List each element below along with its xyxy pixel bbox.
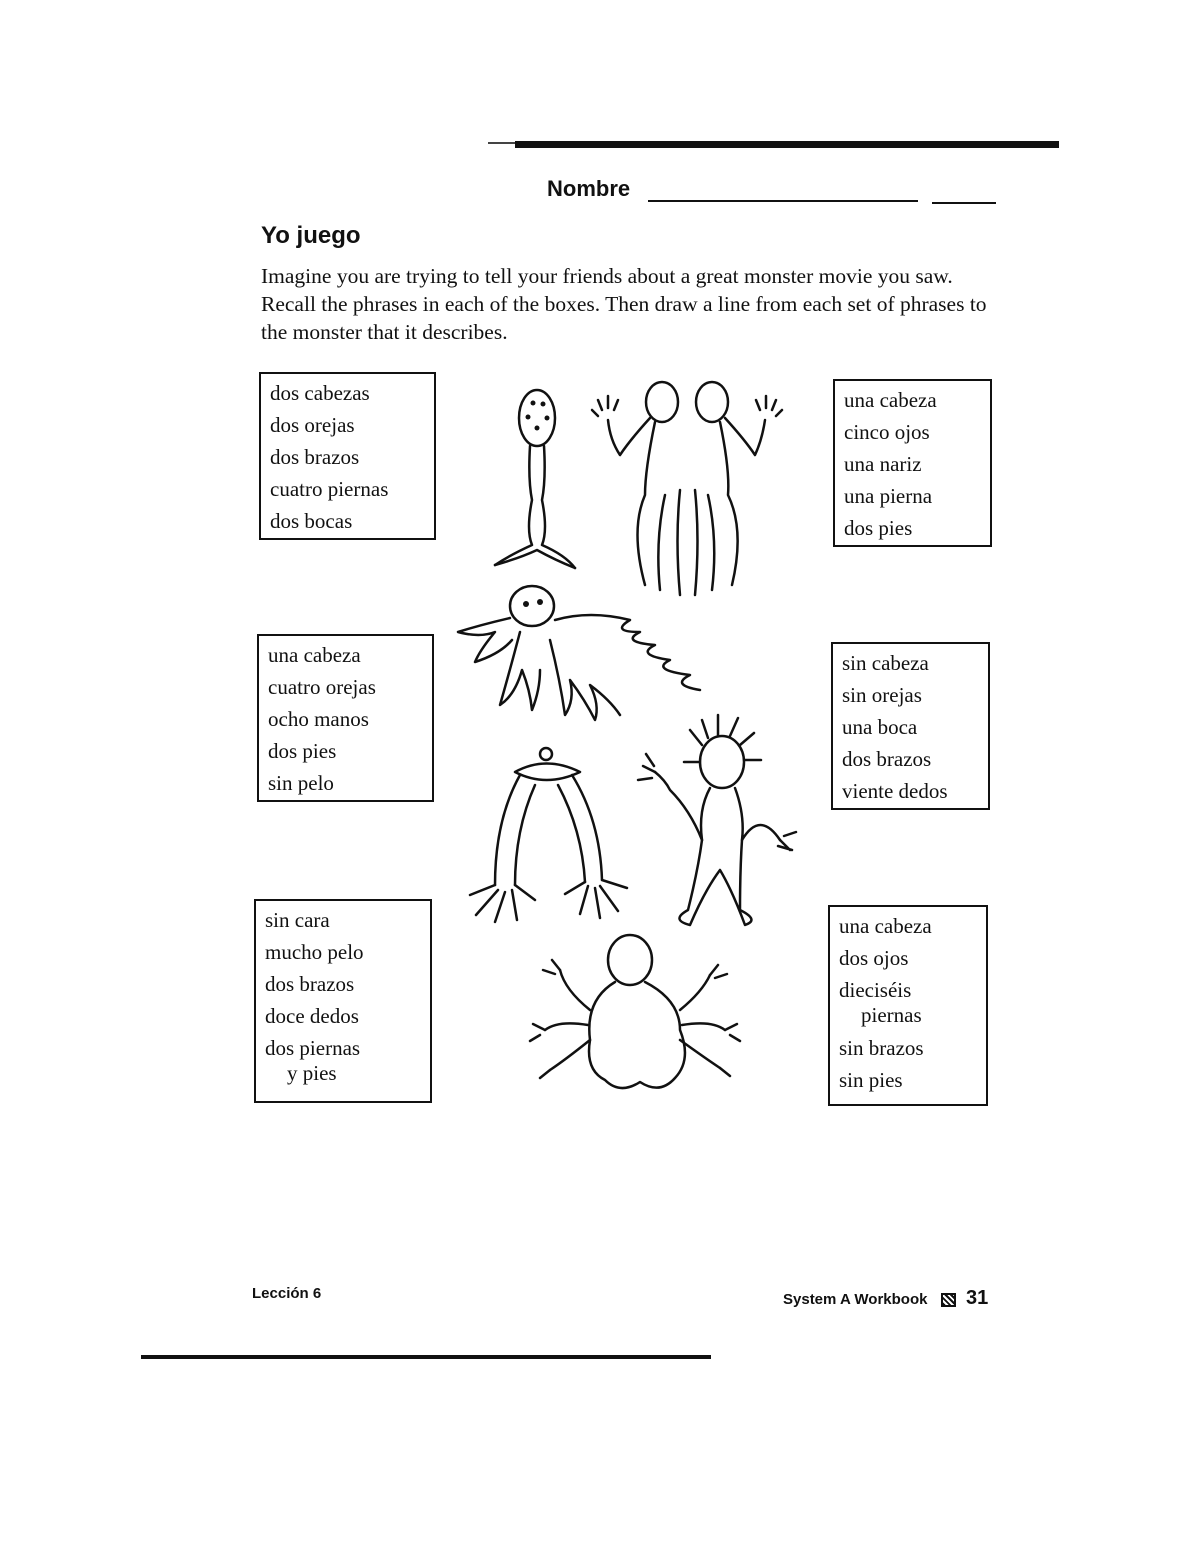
phrase: sin brazos [839, 1036, 924, 1060]
two-headed-monster-icon [592, 382, 782, 595]
phrase: una cabeza [844, 388, 937, 412]
phrase: una nariz [844, 452, 922, 476]
monster-illustrations [440, 370, 830, 1110]
phrase-continued: piernas [861, 1003, 922, 1027]
activity-instructions: Imagine you are trying to tell your friends about a great monster movie you saw. Recall the phrases in each of the boxes. Then draw a line from each set of phrases to the monster that it describes. [261, 264, 987, 344]
phrase: cuatro orejas [268, 675, 376, 699]
workbook-icon [941, 1293, 956, 1307]
phrase-box-right-bottom [828, 905, 988, 1106]
phrase: cinco ojos [844, 420, 930, 444]
phrase: dos ojos [839, 946, 909, 970]
name-field-line-2[interactable] [932, 202, 996, 204]
top-rule [515, 141, 1059, 148]
phrase: sin pies [839, 1068, 903, 1092]
phrase: dos pies [844, 516, 913, 540]
phrase: dos cabezas [270, 381, 370, 405]
activity-title: Yo juego [261, 222, 361, 249]
phrase: ocho manos [268, 707, 369, 731]
phrase: sin pelo [268, 771, 334, 795]
phrase: una cabeza [839, 914, 932, 938]
hairy-monster-icon [638, 715, 796, 925]
phrase: dieciséis [839, 978, 912, 1002]
phrase: una pierna [844, 484, 933, 508]
mouth-arch-monster-icon [470, 748, 627, 922]
page-number: 31 [966, 1287, 989, 1309]
bottom-rule [141, 1355, 711, 1359]
phrase: una boca [842, 715, 918, 739]
phrase: mucho pelo [265, 940, 364, 964]
phrase: doce dedos [265, 1004, 359, 1028]
phrase-box-right-top [833, 379, 992, 547]
phrase: dos bocas [270, 509, 353, 533]
phrase: dos brazos [270, 445, 360, 469]
nombre-label: Nombre [547, 176, 631, 201]
many-armed-monster-icon [530, 935, 740, 1088]
workbook-label: System A Workbook [783, 1291, 928, 1308]
phrase-box-left-bottom [254, 899, 432, 1103]
phrase: dos brazos [842, 747, 932, 771]
name-field-line[interactable] [648, 200, 918, 202]
phrase: dos brazos [265, 972, 355, 996]
phrase: viente dedos [842, 779, 948, 803]
phrase-box-right-middle [831, 642, 990, 810]
lesson-label: Lección 6 [252, 1285, 322, 1302]
phrase: sin cara [265, 908, 330, 932]
phrase: sin cabeza [842, 651, 929, 675]
phrase-box-left-top [259, 372, 436, 540]
many-legged-monster-icon [458, 586, 700, 720]
phrase: dos orejas [270, 413, 355, 437]
phrase: una cabeza [268, 643, 361, 667]
one-leg-monster-icon [495, 390, 575, 568]
phrase-box-left-middle [257, 634, 434, 802]
phrase: dos pies [268, 739, 337, 763]
phrase: sin orejas [842, 683, 922, 707]
phrase: dos piernas [265, 1036, 361, 1060]
phrase-continued: y pies [287, 1061, 337, 1085]
phrase: cuatro piernas [270, 477, 389, 501]
